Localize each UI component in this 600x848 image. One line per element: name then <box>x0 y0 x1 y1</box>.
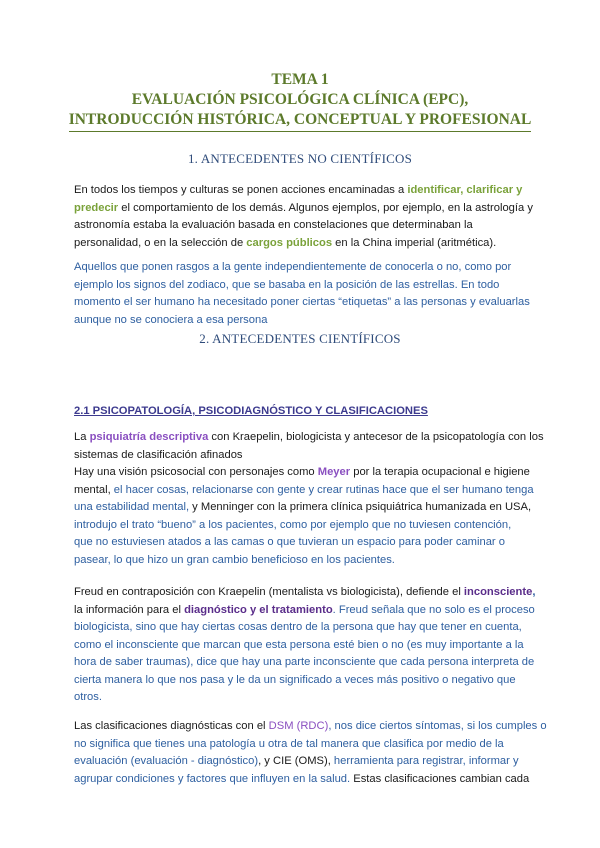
text-run: por la terapia ocupacional e higiene <box>350 466 530 478</box>
text-run: Las clasificaciones diagnósticas con el <box>74 720 269 732</box>
highlight-text: herramienta para registrar, informar y <box>333 755 519 767</box>
text-line: pasear, lo que hizo un gran cambio beneficioso en los pacientes. <box>74 553 395 566</box>
text-run: Freud en contraposición con Kraepelin (mentalista vs biologicista), defiende el <box>74 586 464 598</box>
section-1-paragraph-1 <box>74 182 534 252</box>
text-line: como el inconsciente que marcan que esta persona esté bien o no (es muy importante a la <box>74 638 524 651</box>
text-run: con Kraepelin, biologicista y antecesor de la psicopatología con los <box>208 431 544 443</box>
text-line: sistemas de clasificación afinados <box>74 448 243 461</box>
highlight-text: psiquiatría descriptiva <box>89 431 209 443</box>
text-run: y Menninger con la primera clínica psiquiátrica humanizada en USA, <box>189 501 532 513</box>
text-run: En todos los tiempos y culturas se ponen acciones encaminadas a <box>74 184 408 196</box>
text-run: , <box>532 586 536 598</box>
highlight-text: Meyer <box>317 466 351 478</box>
text-run: , nos dice ciertos síntomas, si los cumples o <box>328 720 547 732</box>
text-run: . Freud señala que no solo es el proceso <box>332 603 535 616</box>
text-line: cierta manera lo que nos pasa y le da un significado a veces más positivo o negativo que <box>74 673 516 686</box>
text-line <box>74 753 534 771</box>
text-run: el comportamiento de los demás. Algunos ejemplos, por ejemplo, en la astrología y <box>118 201 533 214</box>
text-line: ejemplo los signos del zodiaco, que se basaba en la posición de las estrellas. En todo <box>74 278 500 291</box>
highlight-text: agrupar condiciones y factores que influyen en la salud. <box>74 772 351 785</box>
section-2-paragraph-3 <box>74 718 547 788</box>
document-title <box>0 70 600 132</box>
highlight-text: una estabilidad mental, <box>74 501 190 513</box>
text-line: biologicista, sino que hay ciertas cosas dentro de la persona que hay que tener en cuenta, <box>74 621 522 633</box>
highlight-text: diagnóstico y el tratamiento <box>184 603 333 616</box>
highlight-text: predecir <box>74 201 119 214</box>
text-line: astronomía estaba la evaluación basada en constelaciones que determinaban la <box>74 219 473 231</box>
text-run: la información para el <box>74 603 185 616</box>
text-line: hora de saber traumas), dice que hay una parte inconsciente que cada persona interpreta de <box>74 656 535 668</box>
section-2-paragraph-1 <box>74 429 544 569</box>
text-line <box>74 771 534 789</box>
section-2-1-heading: 2.1 PSICOPATOLOGÍA, PSICODIAGNÓSTICO Y CLASIFICACIONES <box>74 405 428 417</box>
text-line: momento el ser humano ha necesitado poner ciertas “etiquetas” a las personas y evaluarlas <box>74 296 530 308</box>
title-line-1: TEMA 1 <box>271 71 329 88</box>
text-run: , y CIE (OMS), <box>258 755 334 767</box>
text-line <box>74 584 534 602</box>
section-1-heading: 1. ANTECEDENTES NO CIENTÍFICOS <box>187 151 413 166</box>
text-line <box>74 718 547 736</box>
text-line: introdujo el trato “bueno” a los pacientes, como por ejemplo que no tuviesen contención, <box>74 518 512 531</box>
section-2-paragraph-2 <box>74 584 534 707</box>
text-line <box>74 499 534 517</box>
section-2-heading: 2. ANTECEDENTES CIENTÍFICOS <box>199 331 401 346</box>
text-line <box>74 429 544 447</box>
text-run: Hay una visión psicosocial con personajes como <box>74 466 318 478</box>
highlight-text: evaluación (evaluación - diagnóstico) <box>74 755 259 767</box>
text-line <box>74 200 534 218</box>
text-line: no significa que tienes una patología u otra de tal manera que clasifica por medio de la <box>74 737 504 750</box>
text-run: La <box>74 431 90 443</box>
highlight-text: DSM (RDC) <box>268 720 329 732</box>
highlight-text: identificar, clarificar y <box>407 184 523 196</box>
text-run: Estas clasificaciones cambian cada <box>350 772 530 785</box>
section-1-paragraph-2 <box>74 259 534 329</box>
text-run: personalidad, o en la selección de <box>74 236 247 249</box>
title-line-2: EVALUACIÓN PSICOLÓGICA CLÍNICA (EPC), <box>131 91 469 108</box>
text-line <box>74 602 534 620</box>
text-line: Aquellos que ponen rasgos a la gente independientemente de conocerla o no, como por <box>74 261 512 273</box>
text-run: en la China imperial (aritmética). <box>332 236 497 249</box>
text-run: mental, <box>74 483 114 496</box>
text-line <box>74 464 534 482</box>
text-line <box>74 235 534 253</box>
highlight-text: cargos públicos <box>246 236 333 249</box>
highlight-text: el hacer cosas, relacionarse con gente y crear rutinas hace que el ser humano tenga <box>113 483 534 496</box>
title-line-3: INTRODUCCIÓN HISTÓRICA, CONCEPTUAL Y PROFESIONAL <box>69 110 532 132</box>
text-line <box>74 482 534 500</box>
text-line: aunque no se conociera a esa persona <box>74 313 268 326</box>
text-line: que no estuviesen atados a las camas o que tuvieran un espacio para poder caminar o <box>74 536 505 548</box>
text-line: otros. <box>74 691 102 703</box>
text-line <box>74 182 534 200</box>
highlight-text: inconsciente <box>463 586 533 598</box>
